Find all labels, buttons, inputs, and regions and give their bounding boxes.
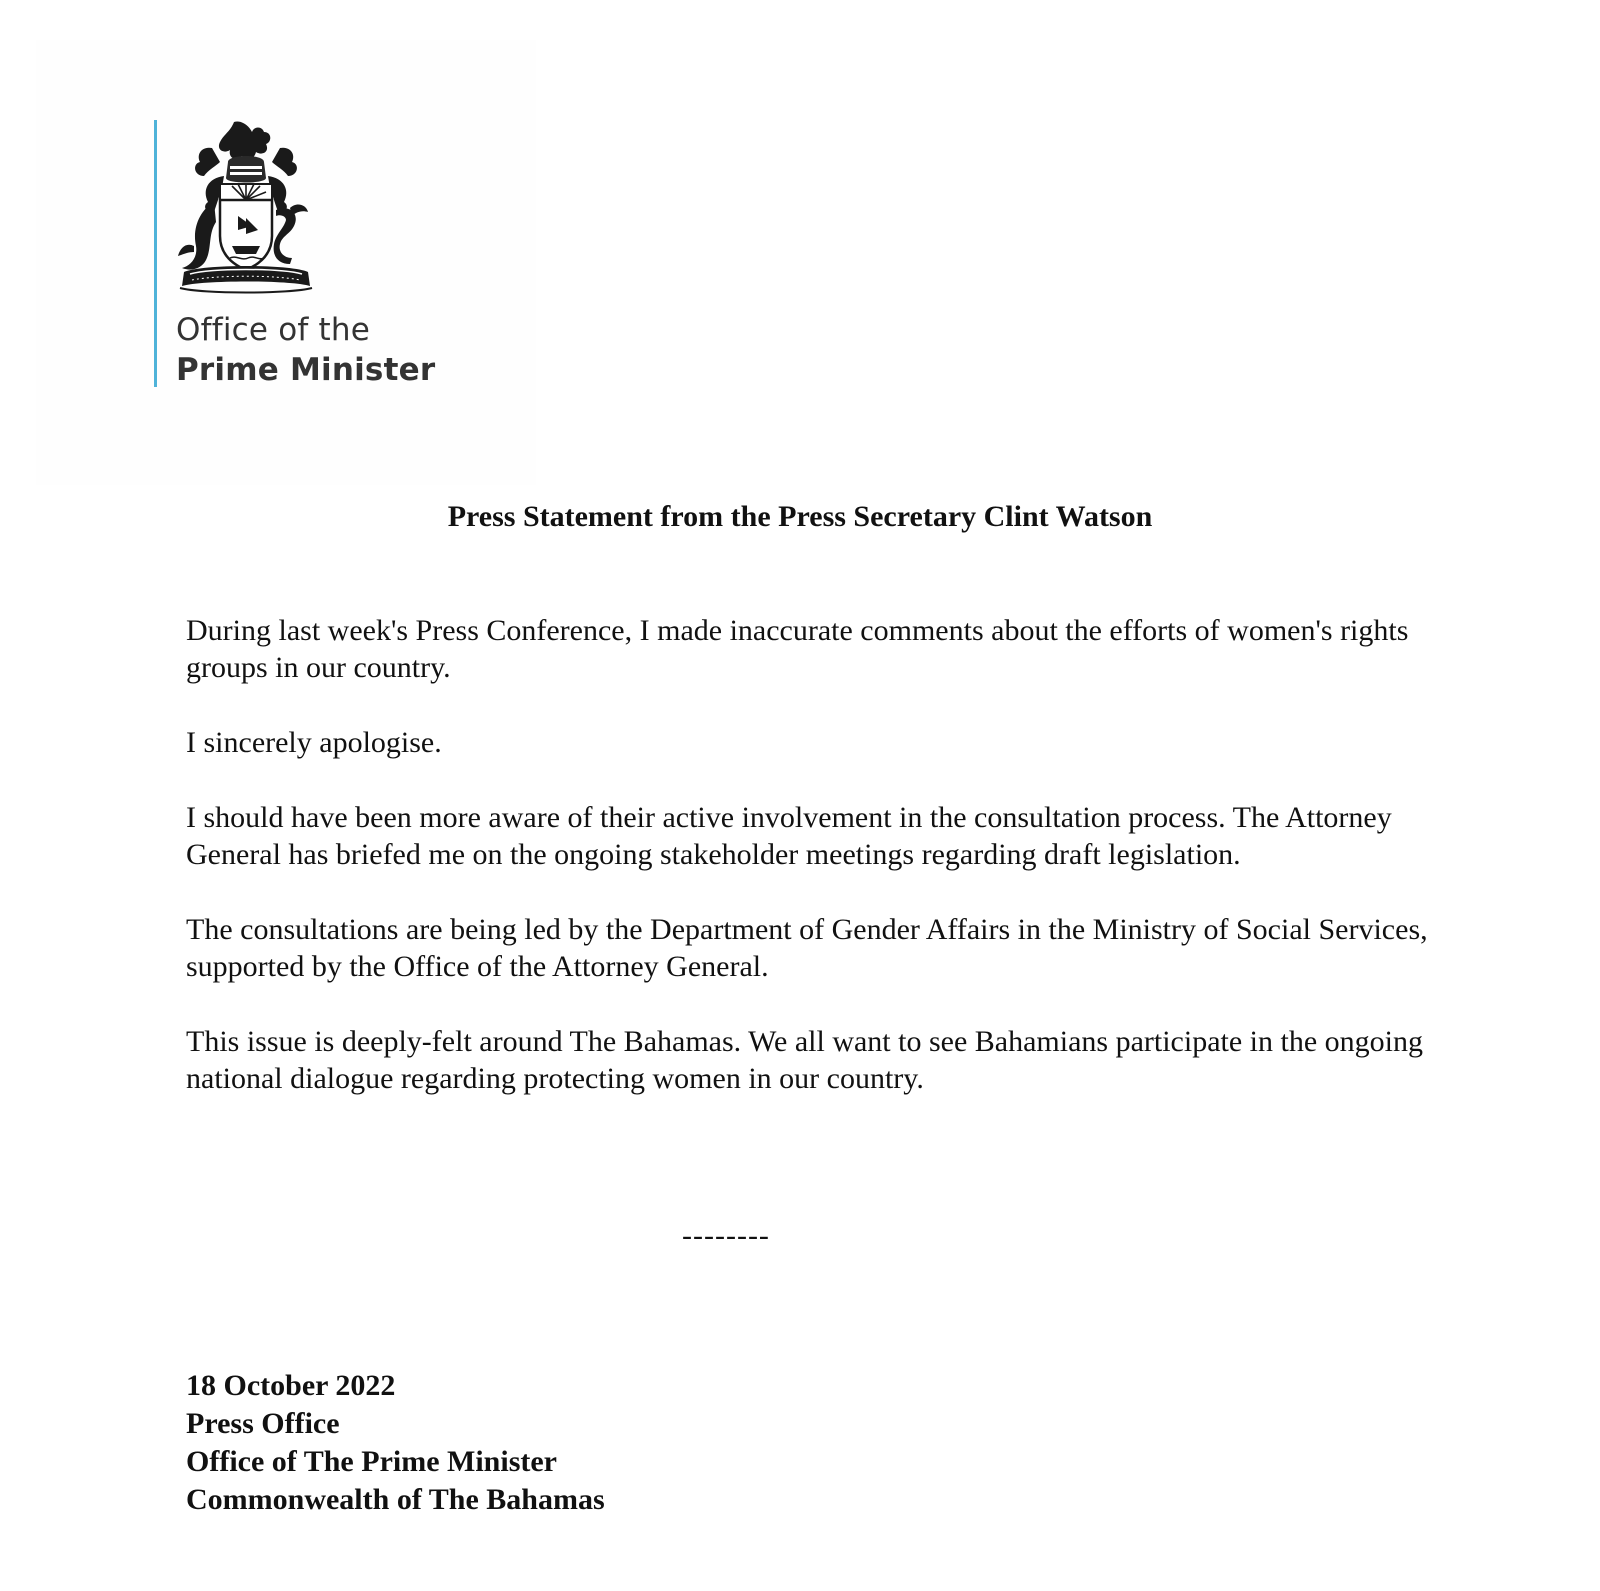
signature-department: Office of The Prime Minister	[186, 1445, 557, 1478]
office-name	[176, 310, 435, 390]
statement-title: Press Statement from the Press Secretary Clint Watson	[447, 500, 1153, 533]
signature-country: Commonwealth of The Bahamas	[186, 1483, 605, 1516]
paragraph-4: The consultations are being led by the Department of Gender Affairs in the Ministry of Social Services, supported by the Office of the Attorney General.	[186, 913, 1428, 983]
office-name-line1: Office of the	[176, 312, 371, 348]
signature-block	[186, 1367, 605, 1519]
coat-of-arms-icon	[172, 118, 320, 298]
letterhead-accent-rule	[154, 120, 157, 387]
paragraph-5: This issue is deeply-felt around The Bahamas. We all want to see Bahamians participate in the ongoing national dialogue regarding protecting women in our country.	[186, 1025, 1423, 1095]
office-name-line2: Prime Minister	[176, 352, 436, 388]
statement-body	[186, 612, 1436, 1135]
signature-office: Press Office	[186, 1407, 340, 1440]
end-separator: --------	[682, 1219, 770, 1252]
paragraph-1: During last week's Press Conference, I made inaccurate comments about the efforts of women's rights groups in our country.	[186, 614, 1409, 684]
paragraph-3: I should have been more aware of their active involvement in the consultation process. The Attorney General has briefed me on the ongoing stakeholder meetings regarding draft legislation.	[186, 801, 1392, 871]
statement-date: 18 October 2022	[186, 1369, 396, 1402]
paragraph-2: I sincerely apologise.	[186, 726, 442, 759]
